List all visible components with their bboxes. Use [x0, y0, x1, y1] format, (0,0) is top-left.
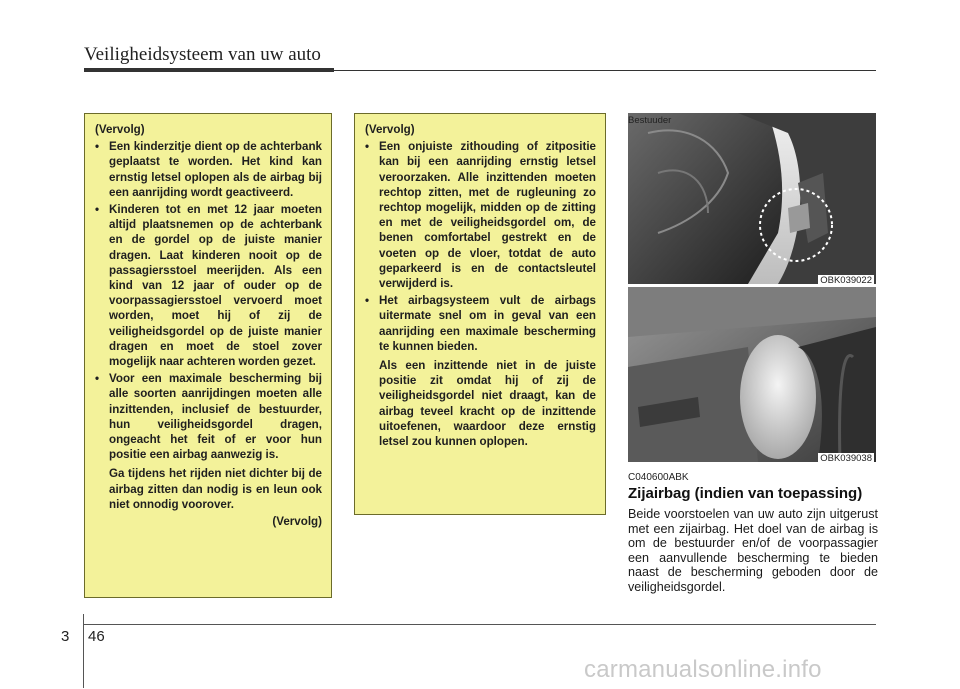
list-item: • Een kinderzitje dient op de achterbank geplaatst te worden. Het kind kan ernstig letsel oplopen als de airbag bij een aanrijding wordt geactiveerd. [95, 140, 322, 199]
footer-vertical-rule [83, 614, 84, 688]
figure-code: OBK039022 [820, 275, 872, 284]
list-item: • Kinderen tot en met 12 jaar moeten altijd plaatsnemen op de achterbank en de gordel op de juiste manier dragen. Laat kinderen nooit op de passagiersstoel meerijden. Als een kind van 12 jaar of ouder op de voorpassagiersstoel vervoerd moet worden, moet hij of zij de veiligheidsgordel op de juiste manier dragen en moet de stoel zover mogelijk naar achteren worden gezet. [95, 203, 322, 369]
airbag-illustration [628, 287, 876, 462]
warning-box-middle [354, 113, 606, 515]
figure-label: Bestuuder [628, 115, 672, 126]
bullet-icon: • [95, 372, 100, 386]
list-item: • Een onjuiste zithouding of zitpositie kan bij een aanrijding ernstig letsel veroorzaken. Alle inzittenden moeten rechtop zitten, met de rugleuning zo rechtop mogelijk, midden op de zitting en met de veiligheidsgordel om, de benen comfortabel gestrekt en de voeten op de vloer, totdat de auto geparkeerd is en de contactsleutel verwijderd is. [365, 140, 596, 291]
page-number: 46 [88, 628, 105, 645]
bullet-icon: • [365, 140, 370, 154]
box-title: (Vervolg) [365, 123, 415, 136]
list-item: • Voor een maximale bescherming bij alle soorten aanrijdingen moeten alle inzittenden, inclusief de bestuurder, hun veiligheidsgordel dragen, ongeacht het feit of er voor hun positie een airbag aanwezig is. [95, 372, 322, 462]
watermark: carmanualsonline.info [584, 656, 822, 683]
list-item: • Het airbagsysteem vult de airbags uitermate snel om in geval van een aanrijding een maximale bescherming te kunnen bieden. [365, 294, 596, 353]
box-title: (Vervolg) [95, 123, 145, 136]
section-code: C040600ABK [628, 472, 689, 483]
bullet-icon: • [365, 294, 370, 308]
section-title: Zijairbag (indien van toepassing) [628, 485, 863, 502]
bullet-icon: • [95, 203, 100, 217]
box-paragraph: Als een inzittende niet in de juiste positie zit omdat hij of zij de veiligheidsgordel niet draagt, kan de airbag teveel kracht op de inzittende uitoefenen, waardoor deze ernstig letsel zou kunnen oplopen. [379, 359, 596, 449]
header-rule-thick [84, 68, 334, 72]
footer-rule [84, 624, 876, 625]
page-header-title: Veiligheidsysteem van uw auto [84, 44, 321, 65]
continued-label: (Vervolg) [272, 515, 322, 529]
seat-illustration [628, 113, 876, 284]
bullet-icon: • [95, 140, 100, 154]
seat-icon [628, 113, 876, 284]
chapter-number: 3 [61, 628, 70, 645]
section-body: Beide voorstoelen van uw auto zijn uitgerust met een zijairbag. Het doel van de airbag is om de bestuurder en/of de voorpassagier een aanvullende bescherming te bieden naast de bescherming geboden door de veiligheidsgordel. [628, 507, 878, 594]
warning-box-left [84, 113, 332, 598]
airbag-icon [628, 287, 876, 462]
figure-code: OBK039038 [820, 453, 872, 462]
box-paragraph: Ga tijdens het rijden niet dichter bij de airbag zitten dan nodig is en leun ook niet onnodig voorover. [109, 467, 322, 511]
header-rule-thin [334, 70, 876, 71]
